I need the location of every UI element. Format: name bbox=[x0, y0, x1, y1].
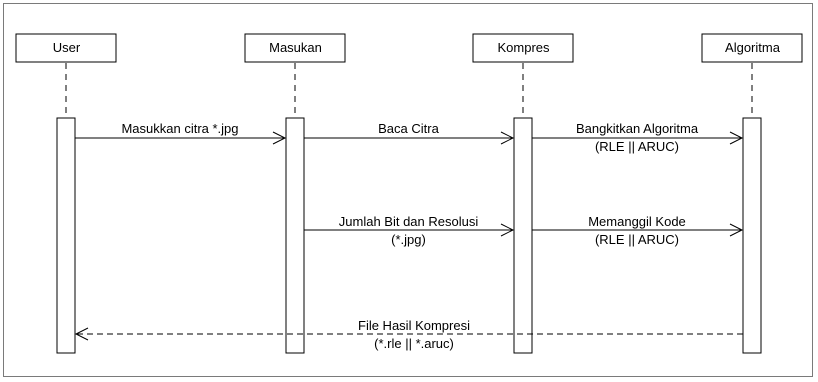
message-label-5 bbox=[532, 214, 742, 247]
participant-label-algoritma: Algoritma bbox=[725, 40, 780, 55]
message-label-4 bbox=[304, 214, 513, 247]
message-label-3-line2: (RLE || ARUC) bbox=[594, 139, 680, 154]
participant-label-masukan: Masukan bbox=[269, 40, 322, 55]
message-label-3-line1: Bangkitkan Algoritma bbox=[575, 121, 699, 136]
message-label-1-line1: Masukkan citra *.jpg bbox=[121, 121, 239, 136]
message-label-4-line2: (*.jpg) bbox=[391, 232, 426, 247]
message-label-2 bbox=[304, 121, 513, 136]
participant-label-kompres: Kompres bbox=[497, 40, 550, 55]
message-label-6-line2: (*.rle || *.aruc) bbox=[374, 336, 454, 351]
message-label-5-line2: (RLE || ARUC) bbox=[594, 232, 680, 247]
message-label-5-line1: Memanggil Kode bbox=[588, 214, 686, 229]
participant-label-user: User bbox=[52, 40, 81, 55]
message-label-1 bbox=[75, 121, 285, 136]
activation-user bbox=[57, 118, 75, 353]
message-label-4-line1: Jumlah Bit dan Resolusi bbox=[338, 214, 479, 229]
message-label-3 bbox=[532, 121, 742, 154]
message-label-6-line1: File Hasil Kompresi bbox=[358, 318, 470, 333]
message-label-2-line1: Baca Citra bbox=[378, 121, 439, 136]
activation-algoritma bbox=[743, 118, 761, 353]
message-label-6 bbox=[296, 318, 532, 351]
